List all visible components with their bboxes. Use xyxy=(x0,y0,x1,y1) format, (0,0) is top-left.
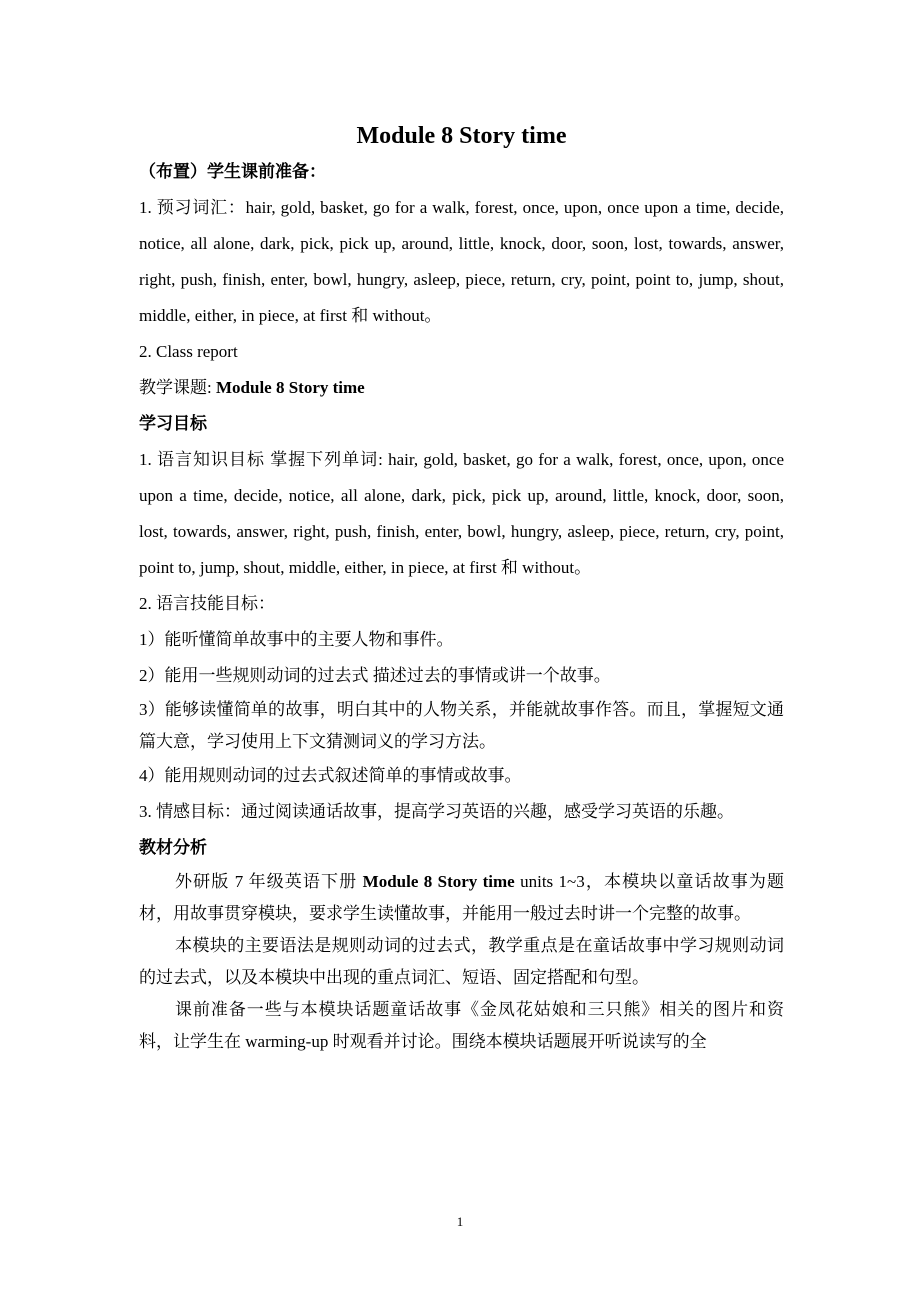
lesson-topic xyxy=(139,370,784,406)
analysis-paragraph-1 xyxy=(139,866,784,930)
analysis-p1-post: units 1~3，本模块以童话故事为题材，用故事贯穿模块，要求学生读懂故事，并能用一般过去时讲一个完整的故事。 xyxy=(139,872,785,923)
prep-vocab-item: 1. 预习词汇：hair, gold, basket, go for a walk, forest, once, upon, once upon a time, decide, notice, all alone, dark, pick, pick up, around, little, knock, door, soon, lost, towards, answer, right, push, finish, enter, bowl, hungry, asleep, piece, return, cry, point, point to, jump, shout, middle, either, in piece, at first 和 without。 xyxy=(139,198,784,325)
analysis-paragraph-2: 本模块的主要语法是规则动词的过去式，教学重点是在童话故事中学习规则动词的过去式，以及本模块中出现的重点词汇、短语、固定搭配和句型。 xyxy=(139,936,784,987)
lesson-topic-title: Module 8 Story time xyxy=(215,378,365,397)
goal-emotion: 3. 情感目标：通过阅读通话故事，提高学习英语的兴趣，感受学习英语的乐趣。 xyxy=(139,802,734,821)
analysis-heading: 教材分析 xyxy=(139,838,207,857)
page-number: 1 xyxy=(456,1214,464,1229)
prep-report-item: 2. Class report xyxy=(139,342,238,361)
skill-item-3: 3）能够读懂简单的故事，明白其中的人物关系，并能就故事作答。而且，掌握短文通篇大意，学习使用上下文猜测词义的学习方法。 xyxy=(139,700,784,751)
prep-heading: （布置）学生课前准备： xyxy=(139,162,326,181)
lesson-topic-label: 教学课题: xyxy=(139,378,216,397)
analysis-p1-pre: 外研版 7 年级英语下册 xyxy=(175,872,363,891)
skill-item-1: 1）能听懂简单故事中的主要人物和事件。 xyxy=(139,630,454,649)
skill-item-2: 2）能用一些规则动词的过去式 描述过去的事情或讲一个故事。 xyxy=(139,666,611,685)
analysis-paragraph-3: 课前准备一些与本模块话题童话故事《金凤花姑娘和三只熊》相关的图片和资料，让学生在 warming-up 时观看并讨论。围绕本模块话题展开听说读写的全 xyxy=(139,1000,784,1051)
document-body xyxy=(139,118,784,1058)
page-title: Module 8 Story time xyxy=(356,123,567,149)
goal-knowledge: 1. 语言知识目标 掌握下列单词: hair, gold, basket, go for a walk, forest, once, upon, once upon a time, decide, notice, all alone, dark, pick, pick up, around, little, knock, door, soon, lost, towards, answer, right, push, finish, enter, bowl, hungry, asleep, piece, return, cry, point, point to, jump, shout, middle, either, in piece, at first 和 without。 xyxy=(139,450,784,577)
goal-skills: 2. 语言技能目标： xyxy=(139,594,275,613)
skill-item-4: 4）能用规则动词的过去式叙述简单的事情或故事。 xyxy=(139,766,522,785)
goals-heading: 学习目标 xyxy=(139,414,207,433)
analysis-p1-module: Module 8 Story time xyxy=(362,872,515,891)
